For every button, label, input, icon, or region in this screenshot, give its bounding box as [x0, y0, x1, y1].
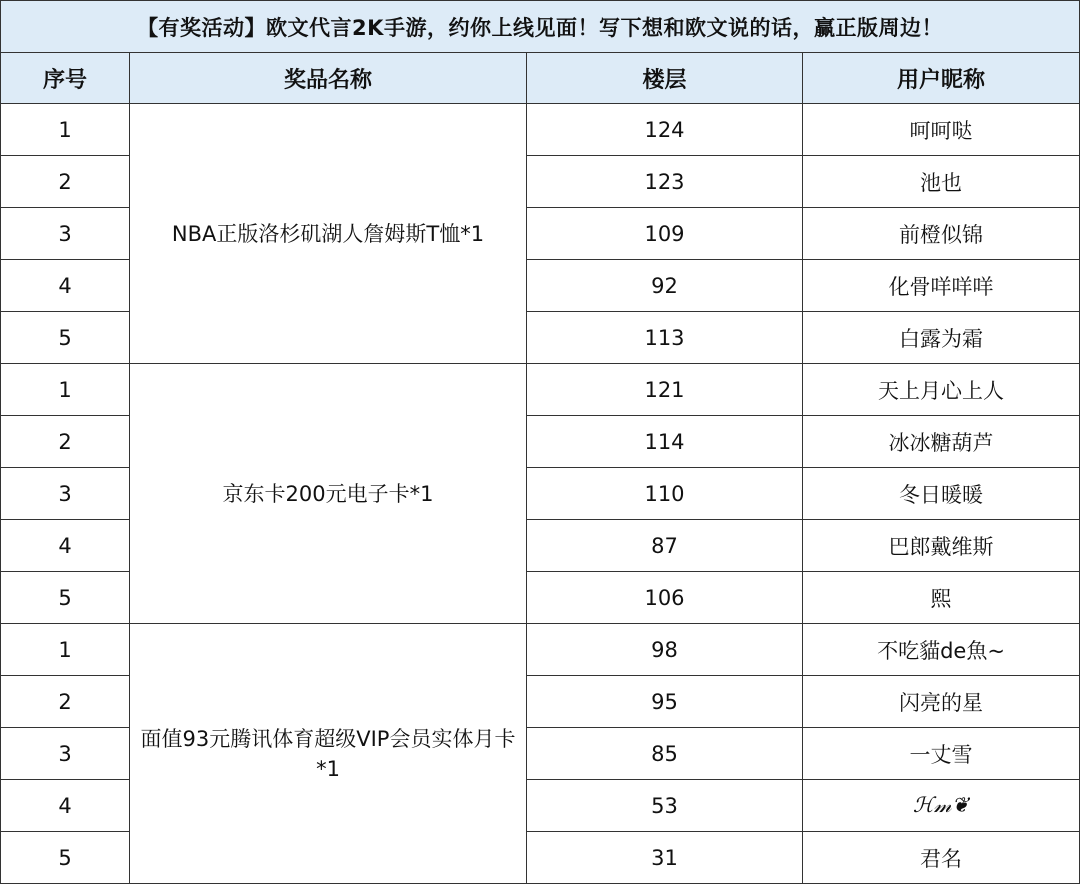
winners-body — [1, 104, 1080, 884]
nickname-cell: 呵呵哒 — [803, 104, 1080, 156]
seq-cell: 2 — [1, 676, 130, 728]
header-nickname: 用户昵称 — [803, 53, 1080, 104]
prize-cell: NBA正版洛杉矶湖人詹姆斯T恤*1 — [130, 104, 527, 364]
nickname-cell: 池也 — [803, 156, 1080, 208]
seq-cell: 3 — [1, 728, 130, 780]
seq-cell: 4 — [1, 780, 130, 832]
nickname-cell: 冰冰糖葫芦 — [803, 416, 1080, 468]
floor-cell: 106 — [527, 572, 803, 624]
title-row — [1, 1, 1080, 53]
header-row — [1, 53, 1080, 104]
seq-cell: 3 — [1, 208, 130, 260]
seq-cell: 5 — [1, 312, 130, 364]
seq-cell: 5 — [1, 832, 130, 884]
floor-cell: 114 — [527, 416, 803, 468]
table-title: 【有奖活动】欧文代言2K手游，约你上线见面！写下想和欧文说的话，赢正版周边！ — [1, 1, 1080, 53]
floor-cell: 85 — [527, 728, 803, 780]
floor-cell: 109 — [527, 208, 803, 260]
seq-cell: 5 — [1, 572, 130, 624]
table-row — [1, 104, 1080, 156]
nickname-cell: 巴郎戴维斯 — [803, 520, 1080, 572]
header-seq: 序号 — [1, 53, 130, 104]
floor-cell: 123 — [527, 156, 803, 208]
floor-cell: 121 — [527, 364, 803, 416]
seq-cell: 1 — [1, 364, 130, 416]
seq-cell: 2 — [1, 156, 130, 208]
seq-cell: 4 — [1, 260, 130, 312]
floor-cell: 113 — [527, 312, 803, 364]
seq-cell: 1 — [1, 104, 130, 156]
nickname-cell: 前橙似锦 — [803, 208, 1080, 260]
floor-cell: 53 — [527, 780, 803, 832]
seq-cell: 2 — [1, 416, 130, 468]
nickname-cell: 化骨咩咩咩 — [803, 260, 1080, 312]
table-row — [1, 364, 1080, 416]
floor-cell: 92 — [527, 260, 803, 312]
nickname-cell: ℋ𝓂❦ — [803, 780, 1080, 832]
floor-cell: 98 — [527, 624, 803, 676]
prize-cell: 京东卡200元电子卡*1 — [130, 364, 527, 624]
nickname-cell: 君名 — [803, 832, 1080, 884]
prize-cell: 面值93元腾讯体育超级VIP会员实体月卡*1 — [130, 624, 527, 884]
floor-cell: 124 — [527, 104, 803, 156]
seq-cell: 3 — [1, 468, 130, 520]
nickname-cell: 熙 — [803, 572, 1080, 624]
seq-cell: 1 — [1, 624, 130, 676]
header-floor: 楼层 — [527, 53, 803, 104]
table-row — [1, 624, 1080, 676]
header-prize: 奖品名称 — [130, 53, 527, 104]
nickname-cell: 一丈雪 — [803, 728, 1080, 780]
nickname-cell: 天上月心上人 — [803, 364, 1080, 416]
nickname-cell: 闪亮的星 — [803, 676, 1080, 728]
floor-cell: 95 — [527, 676, 803, 728]
nickname-cell: 冬日暖暖 — [803, 468, 1080, 520]
floor-cell: 31 — [527, 832, 803, 884]
nickname-cell: 白露为霜 — [803, 312, 1080, 364]
seq-cell: 4 — [1, 520, 130, 572]
nickname-cell: 不吃貓de魚~ — [803, 624, 1080, 676]
floor-cell: 87 — [527, 520, 803, 572]
floor-cell: 110 — [527, 468, 803, 520]
